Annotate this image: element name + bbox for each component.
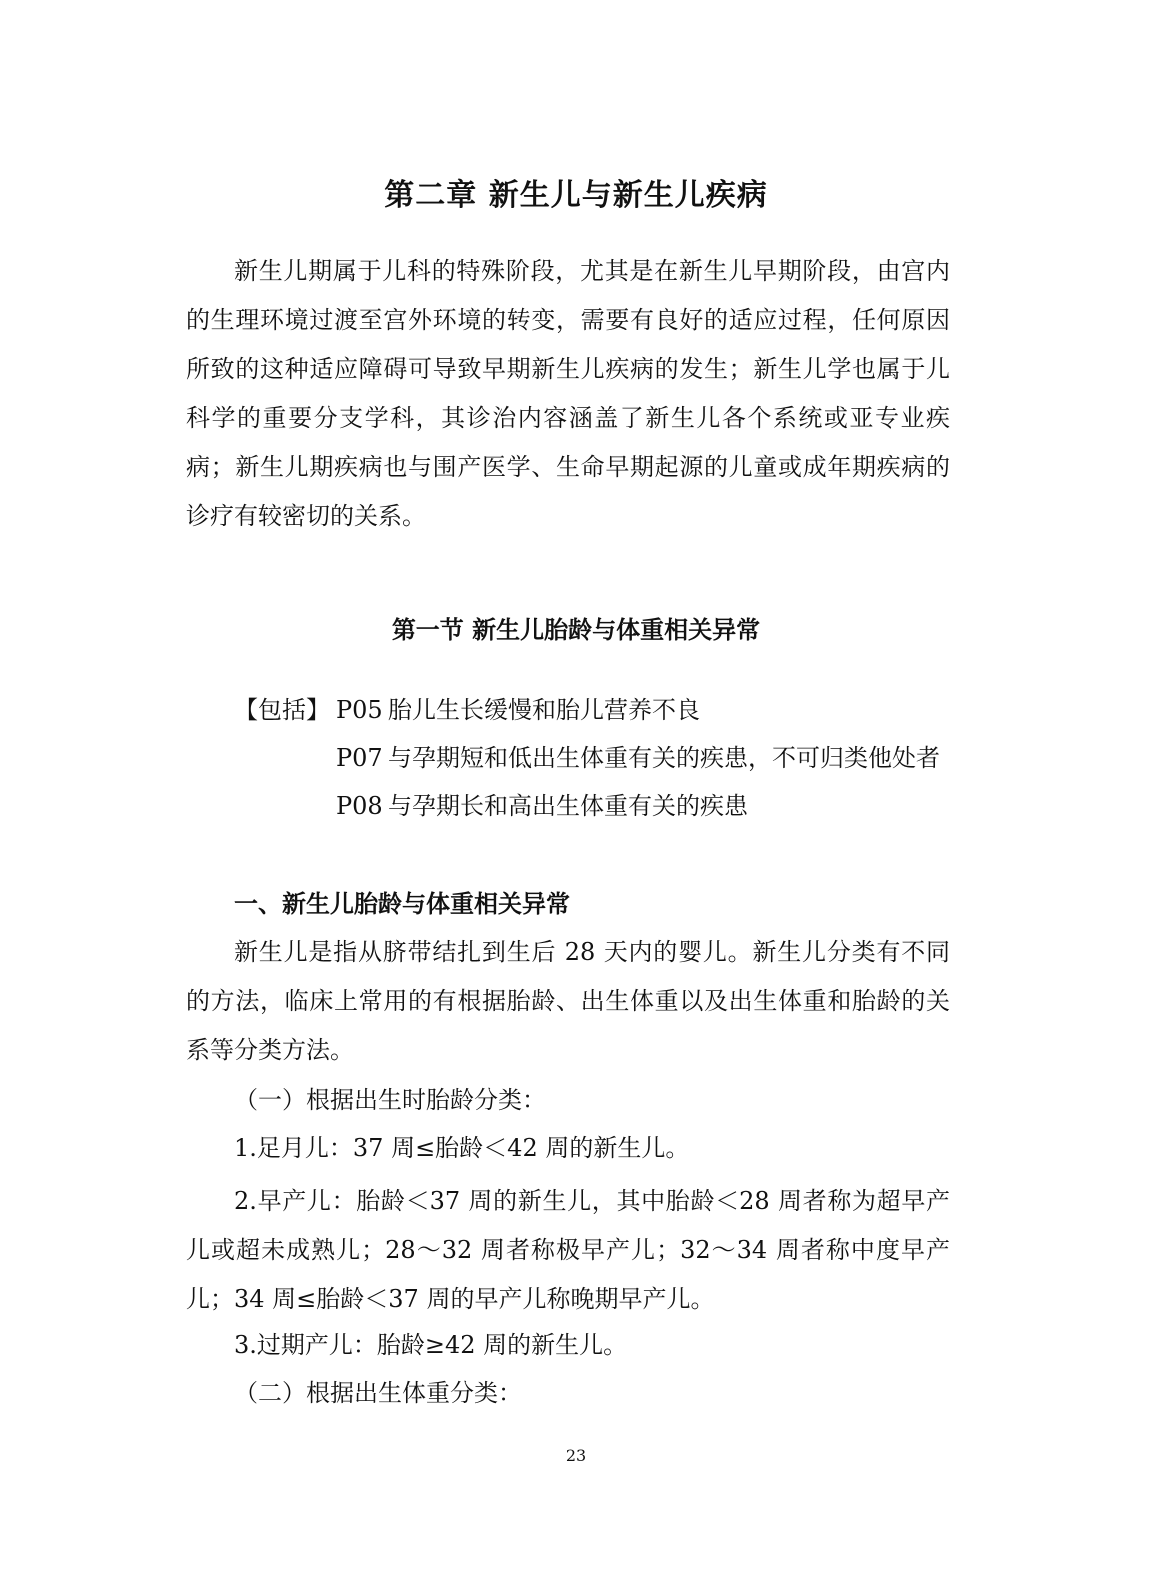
includes-description: 胎儿生长缓慢和胎儿营养不良	[388, 696, 700, 724]
includes-label: 【包括】	[234, 696, 330, 724]
includes-list	[234, 686, 940, 830]
includes-code: P07	[336, 744, 383, 772]
post-term-infant-item: 3.过期产儿：胎龄≥42 周的新生儿。	[234, 1331, 628, 1359]
chapter-title: 第二章 新生儿与新生儿疾病	[384, 178, 768, 213]
includes-description: 与孕期短和低出生体重有关的疾患，不可归类他处者	[388, 744, 940, 772]
chapter-intro-paragraph: 新生儿期属于儿科的特殊阶段，尤其是在新生儿早期阶段，由宫内的生理环境过渡至宫外环境的转变，需要有良好的适应过程，任何原因所致的这种适应障碍可导致早期新生儿疾病的发生；新生儿学也属于儿科学的重要分支学科，其诊治内容涵盖了新生儿各个系统或亚专业疾病；新生儿期疾病也与围产医学、生命早期起源的儿童或成年期疾病的诊疗有较密切的关系。	[186, 257, 950, 530]
weight-classification-heading: （二）根据出生体重分类：	[234, 1379, 522, 1407]
page-number: 23	[565, 1446, 587, 1465]
section-title: 第一节 新生儿胎龄与体重相关异常	[391, 615, 761, 644]
includes-item	[234, 782, 940, 830]
newborn-definition-paragraph: 新生儿是指从脐带结扎到生后 28 天内的婴儿。新生儿分类有不同的方法，临床上常用的有根据胎龄、出生体重以及出生体重和胎龄的关系等分类方法。	[186, 938, 950, 1064]
includes-code: P05	[336, 696, 383, 724]
includes-code: P08	[336, 792, 383, 820]
includes-description: 与孕期长和高出生体重有关的疾患	[388, 792, 748, 820]
term-infant-item: 1.足月儿：37 周≤胎龄＜42 周的新生儿。	[234, 1134, 690, 1162]
gestation-classification-heading: （一）根据出生时胎龄分类：	[234, 1086, 546, 1114]
includes-item	[234, 734, 940, 782]
preterm-infant-item: 2.早产儿：胎龄＜37 周的新生儿，其中胎龄＜28 周者称为超早产儿或超未成熟儿；28～32 周者称极早产儿；32～34 周者称中度早产儿；34 周≤胎龄＜37 周的早产儿称晚期早产儿。	[186, 1187, 950, 1313]
includes-item	[234, 686, 940, 734]
subsection-heading: 一、新生儿胎龄与体重相关异常	[234, 889, 570, 918]
